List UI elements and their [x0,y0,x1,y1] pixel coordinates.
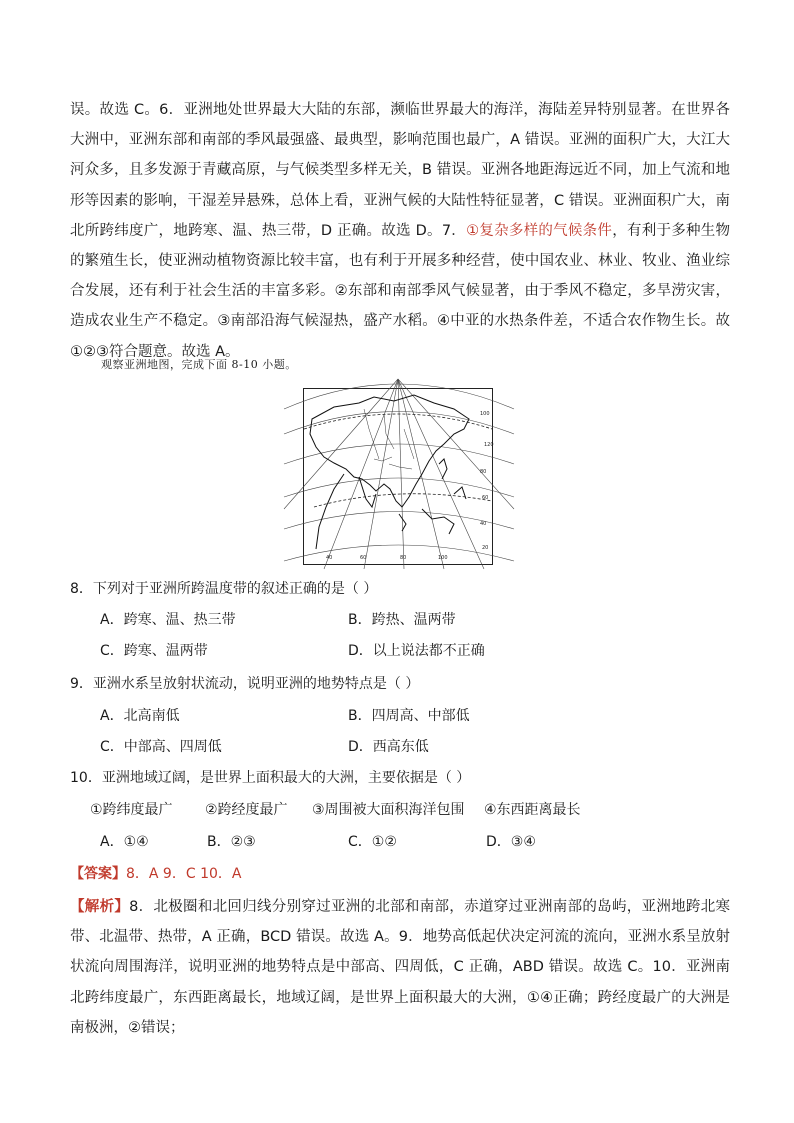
q10-statement-3: ③周围被大面积海洋包围 [312,802,465,818]
analysis-text: 8．北极圈和北回归线分别穿过亚洲的北部和南部，赤道穿过亚洲南部的岛屿，亚洲地跨北寒带、北温带、热带，A 正确，BCD 错误。故选 A。9．地势高低起伏决定河流的流向，亚洲水系呈放射状流向周围海洋，说明亚洲的地势特点是中部高、四周低，C 正确，ABD 错误。故选 C。10．亚洲南北跨纬度最广，东西距离最长，地域辽阔，是世界上面积最大的大洲，①④正确；跨经度最广的大洲是南极洲，②错误； [70,899,730,1036]
q10-statement-2: ②跨经度最广 [205,802,288,818]
analysis-tag: 【解析】 [70,899,130,915]
analysis-paragraph [70,892,730,1043]
q8-option-d: D．以上说法都不正确 [348,643,485,659]
q8-option-b: B．跨热、温两带 [348,612,456,628]
q8-option-a: A．跨寒、温、热三带 [100,612,236,628]
explanation-paragraph [70,95,730,367]
q9-option-a: A．北高南低 [100,708,180,724]
question-10-stem: 10．亚洲地域辽阔，是世界上面积最大的大洲，主要依据是（ ） [70,770,471,786]
explanation-text-1: 误。故选 C。6．亚洲地处世界最大大陆的东部，濒临世界最大的海洋，海陆差异特别显著。在世界各大洲中，亚洲东部和南部的季风最强盛、最典型，影响范围也最广，A 错误。亚洲的面积广大，大江大河众多，且多发源于青藏高原，与气候类型多样无关，B 错误。亚洲各地距海远近不同，加上气流和地形等因素的影响，干湿差异悬殊，总体上看，亚洲气候的大陆性特征显著，C 错误。亚洲面积广大，南北所跨纬度广，地跨寒、温、热三带，D 正确。故选 D。7． [70,102,730,239]
map-label-b60: 60 [360,555,367,561]
q10-statement-1: ①跨纬度最广 [90,802,173,818]
map-label-20: 20 [482,545,489,551]
map-label-40: 40 [480,521,487,527]
map-label-b40: 40 [326,555,333,561]
group-intro: 观察亚洲地图，完成下面 8-10 小题。 [101,358,297,371]
q9-option-d: D．西高东低 [348,739,429,755]
q9-option-b: B．四周高、中部低 [348,708,470,724]
map-label-120: 120 [484,442,494,448]
explanation-text-2: ，有利于多种生物的繁殖生长，使亚洲动植物资源比较丰富，也有利于开展多种经营，使中国农业、林业、牧业、渔业综合发展，还有利于社会生活的丰富多彩。②东部和南部季风气候显著，由于季风不稳定，多旱涝灾害，造成农业生产不稳定。③南部沿海气候湿热，盛产水稻。④中亚的水热条件差，不适合农作物生长。故①②③符合题意。故选 A。 [70,222,731,360]
map-drawing [304,389,492,564]
q10-option-d: D．③④ [486,834,536,850]
q8-option-c: C．跨寒、温两带 [100,643,208,659]
question-9-stem: 9．亚洲水系呈放射状流动，说明亚洲的地势特点是（ ） [70,676,420,692]
map-label-60: 60 [482,495,489,501]
q10-option-b: B．②③ [207,834,256,850]
map-label-b100: 100 [438,555,448,561]
q10-option-c: C．①② [348,834,397,850]
answer-section [70,864,241,884]
highlighted-text: ①复杂多样的气候条件 [466,222,613,239]
q10-option-a: A．①④ [100,834,149,850]
answer-text: 8．A 9．C 10．A [126,866,242,882]
map-label-80: 80 [480,469,487,475]
answer-tag: 【答案】 [70,866,126,882]
q10-statement-4: ④东西距离最长 [484,802,581,818]
question-8-stem: 8．下列对于亚洲所跨温度带的叙述正确的是（ ） [70,581,378,597]
q9-option-c: C．中部高、四周低 [100,739,222,755]
map-label-100: 100 [480,411,490,417]
asia-map [303,388,493,565]
map-label-b80: 80 [400,555,407,561]
